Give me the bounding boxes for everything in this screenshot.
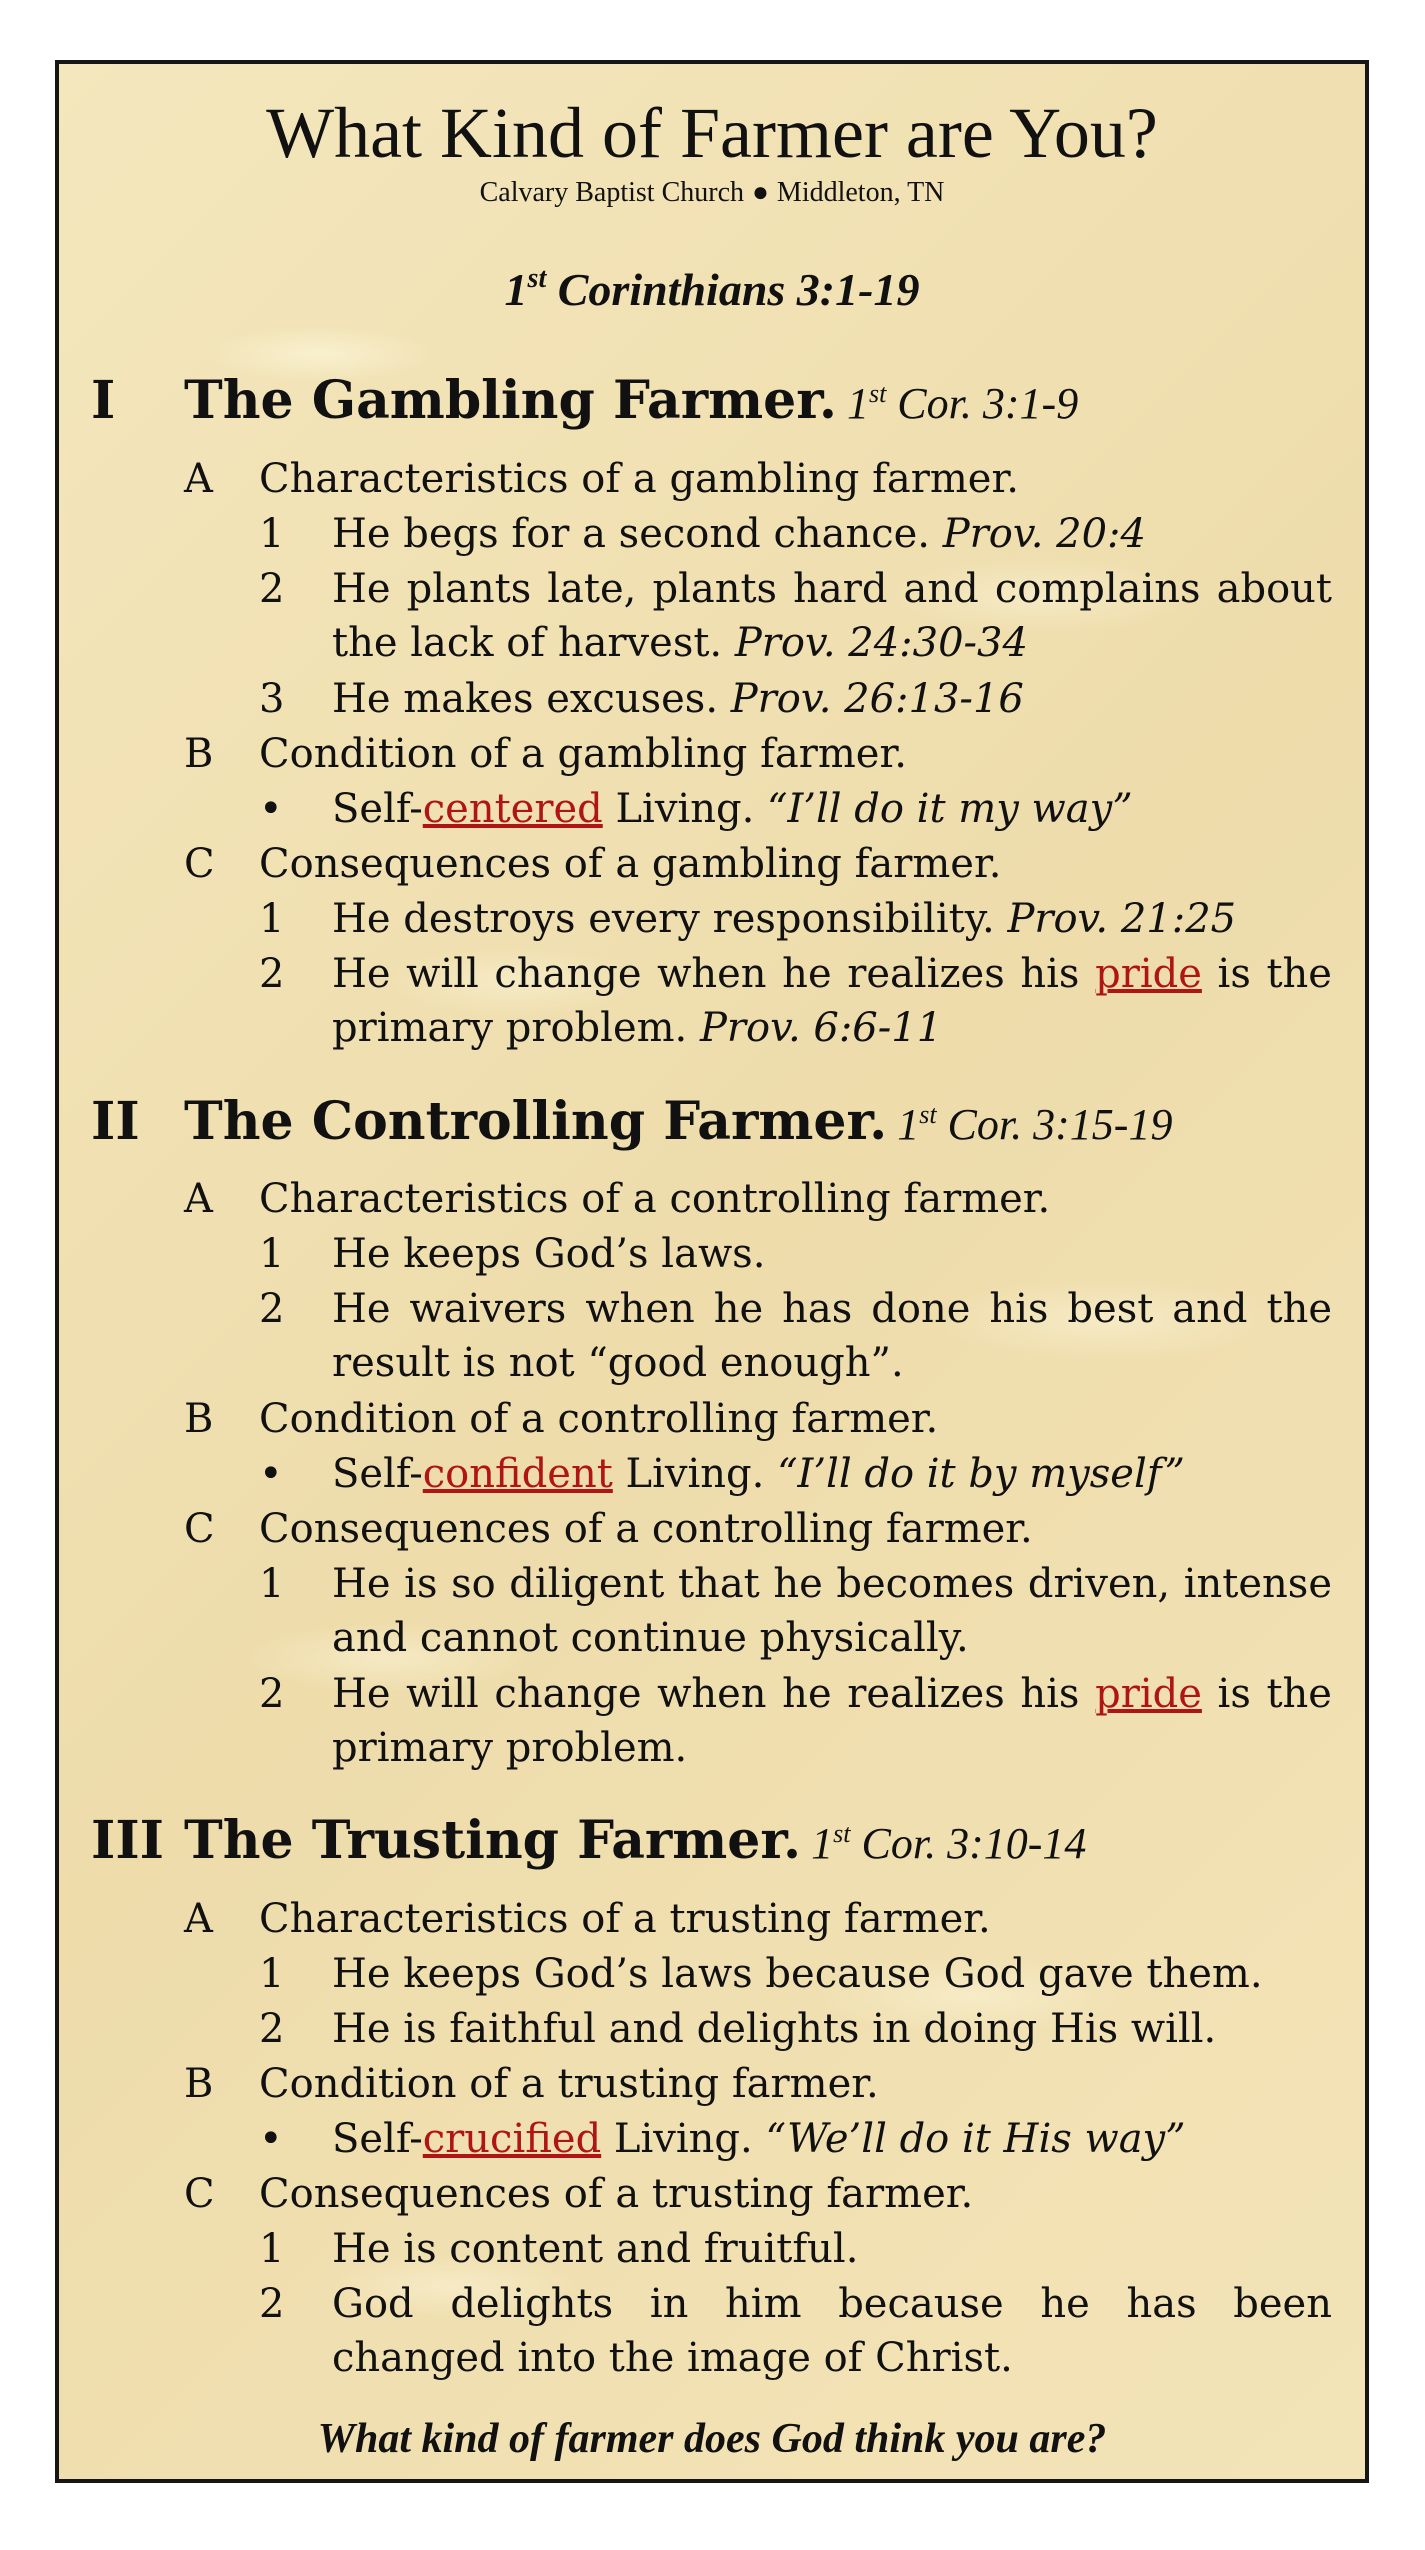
subpoint-text: Consequences of a trusting farmer. (259, 2171, 974, 2217)
subpoint-text: Consequences of a controlling farmer. (259, 1506, 1033, 1552)
subpoint-letter: A (184, 1176, 213, 1222)
list-item: He destroys every responsibility. Prov. 21:25 (332, 896, 1237, 942)
section-title: The Controlling Farmer. (184, 1091, 888, 1152)
section-reference: 1st Cor. 3:1-9 (846, 379, 1079, 428)
key-word: confident (422, 1451, 613, 1497)
scripture-passage (59, 262, 1365, 318)
list-item: He keeps God’s laws because God gave them. (332, 1951, 1263, 1997)
list-item: He is so diligent that he becomes driven, intense and cannot continue physically. (332, 1561, 1332, 1661)
list-item: He plants late, plants hard and complains about the lack of harvest. Prov. 24:30-34 (332, 566, 1332, 666)
list-item: He makes excuses. Prov. 26:13-16 (332, 676, 1024, 722)
item-number: 1 (259, 511, 285, 557)
list-item: He will change when he realizes his pride is the primary problem. Prov. 6:6-11 (332, 951, 1332, 1051)
church-location: Middleton, TN (776, 177, 945, 208)
page-title: What Kind of Farmer are You? (266, 93, 1158, 173)
list-item: Self-crucified Living. “We’ll do it His way” (332, 2116, 1186, 2162)
item-number: 1 (259, 1951, 285, 1997)
key-word: centered (422, 786, 603, 832)
list-item: He begs for a second chance. Prov. 20:4 (332, 511, 1146, 557)
list-item: Self-confident Living. “I’ll do it by myself” (332, 1451, 1185, 1497)
section-title: The Gambling Farmer. (184, 370, 837, 431)
subpoint-text: Condition of a trusting farmer. (259, 2061, 879, 2107)
item-number: 2 (259, 1286, 285, 1332)
church-line (59, 176, 1365, 210)
bullet-icon: • (259, 2116, 283, 2162)
bullet-icon: • (259, 786, 283, 832)
subpoint-text: Characteristics of a controlling farmer. (259, 1176, 1051, 1222)
subpoint-letter: C (184, 1506, 215, 1552)
item-number: 1 (259, 896, 285, 942)
section-heading (184, 370, 1078, 435)
subpoint-text: Consequences of a gambling farmer. (259, 841, 1002, 887)
item-number: 1 (259, 1231, 285, 1277)
subpoint-letter: B (184, 731, 214, 777)
subpoint-letter: A (184, 1896, 213, 1942)
passage-text: Corinthians 3:1-19 (557, 264, 920, 315)
subpoint-text: Condition of a controlling farmer. (259, 1396, 939, 1442)
list-item: He is content and fruitful. (332, 2226, 859, 2272)
section-number: III (91, 1810, 164, 1871)
bullet-separator: ● (752, 177, 769, 208)
item-number: 2 (259, 1671, 285, 1717)
section-reference: 1st Cor. 3:15-19 (897, 1100, 1173, 1149)
list-item: He will change when he realizes his pride is the primary problem. (332, 1671, 1332, 1771)
subpoint-text: Condition of a gambling farmer. (259, 731, 907, 777)
key-word: crucified (422, 2116, 602, 2162)
subpoint-letter: C (184, 2171, 215, 2217)
item-number: 2 (259, 566, 285, 612)
key-word: pride (1095, 1671, 1202, 1717)
section-reference: 1st Cor. 3:10-14 (811, 1819, 1087, 1868)
section-title: The Trusting Farmer. (184, 1810, 802, 1871)
subpoint-letter: A (184, 456, 213, 502)
list-item: He keeps God’s laws. (332, 1231, 766, 1277)
bullet-icon: • (259, 1451, 283, 1497)
key-word: pride (1095, 951, 1202, 997)
church-name: Calvary Baptist Church (479, 177, 744, 208)
subpoint-letter: B (184, 2061, 214, 2107)
list-item: He is faithful and delights in doing His will. (332, 2006, 1217, 2052)
subpoint-letter: B (184, 1396, 214, 1442)
list-item: Self-centered Living. “I’ll do it my way” (332, 786, 1133, 832)
item-number: 1 (259, 1561, 285, 1607)
passage-ordinal-suffix: st (527, 263, 547, 294)
section-heading (184, 1091, 1172, 1156)
subpoint-text: Characteristics of a trusting farmer. (259, 1896, 991, 1942)
section-number: II (91, 1091, 140, 1152)
passage-ordinal: 1 (504, 264, 528, 315)
item-number: 2 (259, 2006, 285, 2052)
list-item: He waivers when he has done his best and the result is not “good enough”. (332, 1286, 1332, 1386)
section-number: I (91, 370, 116, 431)
item-number: 3 (259, 676, 285, 722)
item-number: 1 (259, 2226, 285, 2272)
sermon-outline-card (55, 60, 1369, 2483)
item-number: 2 (259, 2281, 285, 2327)
closing-question: What kind of farmer does God think you are? (317, 2416, 1107, 2462)
list-item: God delights in him because he has been changed into the image of Christ. (332, 2281, 1332, 2381)
subpoint-letter: C (184, 841, 215, 887)
item-number: 2 (259, 951, 285, 997)
subpoint-text: Characteristics of a gambling farmer. (259, 456, 1019, 502)
section-heading (184, 1810, 1086, 1875)
